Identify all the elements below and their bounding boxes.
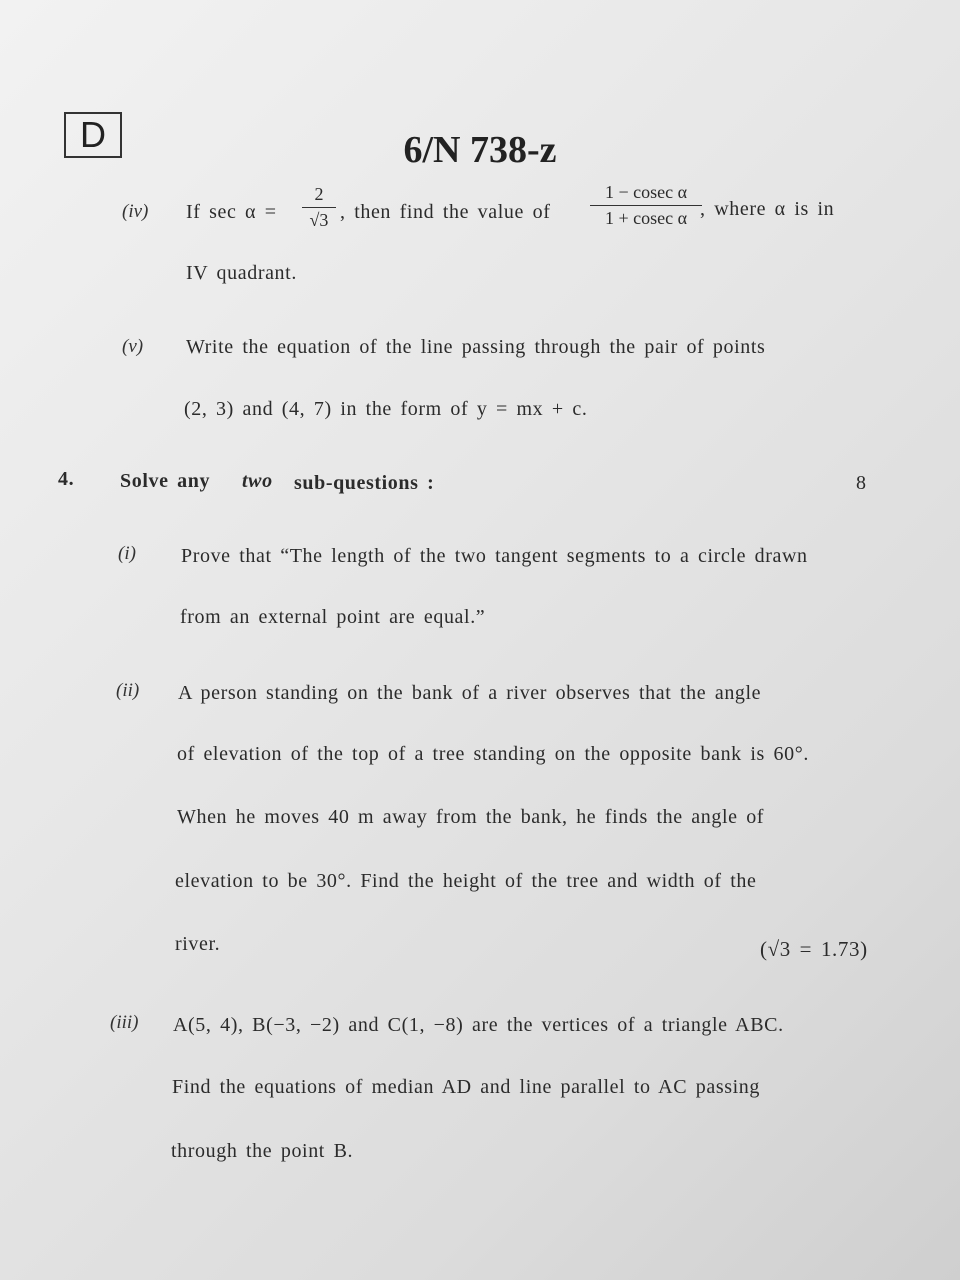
question-text: A person standing on the bank of a river observes that the angle xyxy=(178,682,762,704)
question-number: (i) xyxy=(118,543,136,564)
set-code-box: D xyxy=(64,112,122,158)
question-text: (2, 3) and (4, 7) in the form of y = mx + c. xyxy=(184,398,588,420)
question-text: Find the equations of median AD and line parallel to AC passing xyxy=(172,1076,760,1098)
question-number: (iv) xyxy=(122,201,149,222)
question-text: Prove that “The length of the two tangent segments to a circle drawn xyxy=(181,545,808,567)
question-text: , then find the value of xyxy=(340,201,551,223)
heading-text: Solve any xyxy=(120,470,211,492)
question-text: IV quadrant. xyxy=(186,262,297,284)
paper-code: 6/N 738-z xyxy=(403,129,557,171)
question-text: If sec α = xyxy=(186,201,277,223)
fraction-numerator: 1 − cosec α xyxy=(604,182,688,202)
marks: 8 xyxy=(856,472,867,494)
question-text: A(5, 4), B(−3, −2) and C(1, −8) are the vertices of a triangle ABC. xyxy=(173,1014,784,1036)
fraction-numerator: 2 xyxy=(314,184,324,204)
question-text: through the point B. xyxy=(171,1140,354,1162)
question-text: elevation to be 30°. Find the height of the tree and width of the xyxy=(175,870,757,892)
heading-text: sub-questions : xyxy=(294,472,435,494)
fraction-denominator: 1 + cosec α xyxy=(604,208,688,228)
question-number: (iii) xyxy=(110,1012,139,1033)
question-text: , where α is in xyxy=(700,198,835,220)
question-text: river. xyxy=(175,933,221,955)
question-text: Write the equation of the line passing through the pair of points xyxy=(186,336,766,358)
fraction-denominator: √3 xyxy=(309,210,329,230)
hint-root3: (√3 = 1.73) xyxy=(760,937,868,961)
question-number: 4. xyxy=(58,468,75,490)
fraction-cosec xyxy=(590,182,702,229)
question-number: (ii) xyxy=(116,680,140,701)
question-number: (v) xyxy=(122,336,144,357)
question-text: When he moves 40 m away from the bank, he finds the angle of xyxy=(177,806,765,828)
fraction-2-over-root3 xyxy=(302,184,336,231)
question-text: of elevation of the top of a tree standing on the opposite bank is 60°. xyxy=(177,743,809,765)
heading-emphasis: two xyxy=(242,470,273,492)
question-text: from an external point are equal.” xyxy=(180,606,486,628)
